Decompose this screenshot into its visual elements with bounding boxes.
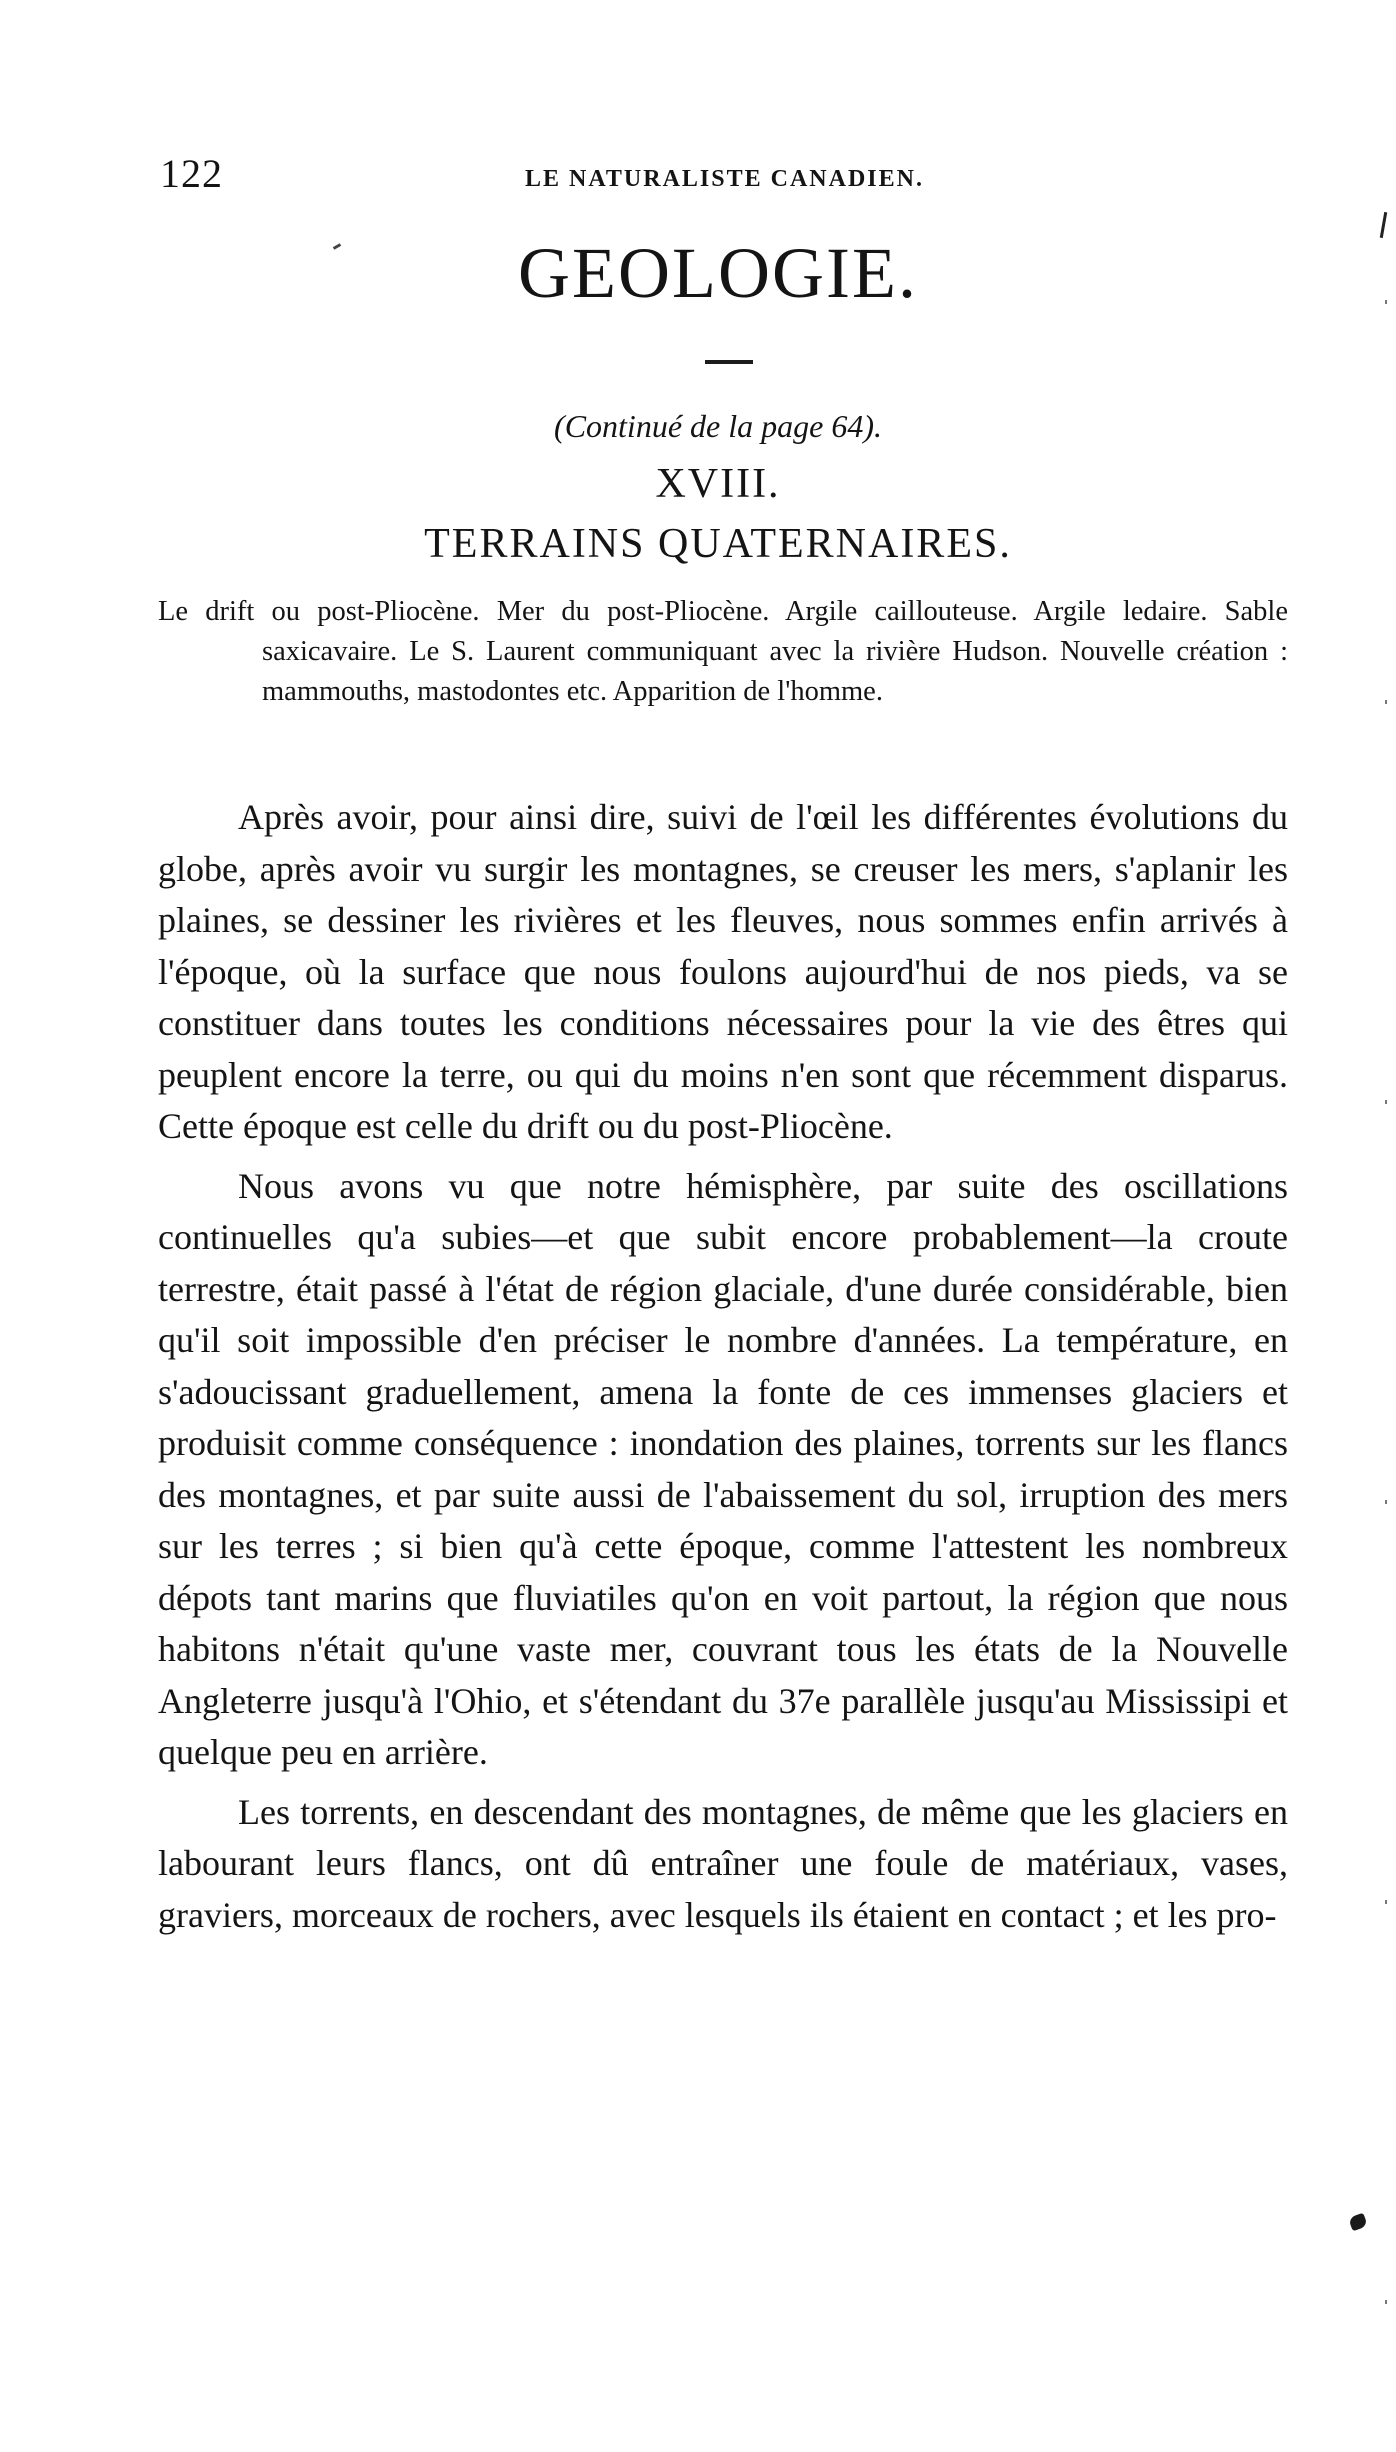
ink-blot	[1348, 2213, 1368, 2232]
title-rule	[705, 360, 753, 364]
summary-text: Le drift ou post-Pliocène. Mer du post-Pliocène. Argile caillouteuse. Argile ledaire. Sable saxicavaire. Le S. Laurent communiquant avec la rivière Hudson. Nouvelle création : mammouths, mastodontes etc. Apparition de l'homme.	[158, 596, 1288, 707]
edge-speck	[1385, 1100, 1387, 1104]
edge-speck	[1385, 2300, 1387, 2304]
edge-speck	[1385, 1900, 1387, 1904]
edge-speck	[1385, 700, 1387, 704]
journal-title: LE NATURALISTE CANADIEN.	[525, 166, 924, 192]
section-title: GEOLOGIE.	[518, 233, 918, 313]
paragraph: Les torrents, en descendant des montagnes, de même que les glaciers en labourant leurs flancs, ont dû entraîner une foule de matériaux, vases, graviers, morceaux de rochers, avec lesquels ils étaient en contact ; et les pro-	[158, 1791, 1288, 1935]
running-head	[160, 150, 1280, 200]
edge-speck	[1385, 1500, 1387, 1504]
body-text	[158, 792, 1288, 1949]
chapter-number: XVIII.	[655, 461, 781, 507]
edge-speck	[1385, 300, 1387, 304]
page-number: 122	[160, 151, 223, 196]
continued-note: (Continué de la page 64).	[554, 408, 882, 444]
paragraph: Nous avons vu que notre hémisphère, par suite des oscillations continuelles qu'a subies—et que subit encore probablement—la croute terrestre, était passé à l'état de région glaciale, d'une durée considérable, bien qu'il soit impossible d'en préciser le nombre d'années. La température, en s'adoucissant graduellement, amena la fonte de ces immenses glaciers et produisit comme conséquence : inondation des plaines, torrents sur les flancs des montagnes, et par suite aussi de l'abaissement du sol, irruption des mers sur les terres ; si bien qu'à cette époque, comme l'attestent les nombreux dépots tant marins que fluviatiles qu'on en voit partout, la région que nous habitons n'était qu'une vaste mer, couvrant tous les états de la Nouvelle Angleterre jusqu'à l'Ohio, et s'étendant du 37e parallèle jusqu'au Mississipi et quelque peu en arrière.	[158, 1165, 1288, 1772]
chapter-summary	[158, 592, 1288, 712]
chapter-title: TERRAINS QUATERNAIRES.	[424, 521, 1012, 567]
paragraph: Après avoir, pour ainsi dire, suivi de l'œil les différentes évolutions du globe, après avoir vu surgir les montagnes, se creuser les mers, s'aplanir les plaines, se dessiner les rivières et les fleuves, nous sommes enfin arrivés à l'époque, où la surface que nous foulons aujourd'hui de nos pieds, va se constituer dans toutes les conditions nécessaires pour la vie des êtres qui peuplent encore la terre, ou qui du moins n'en sont que récemment disparus. Cette époque est celle du drift ou du post-Pliocène.	[158, 797, 1288, 1146]
